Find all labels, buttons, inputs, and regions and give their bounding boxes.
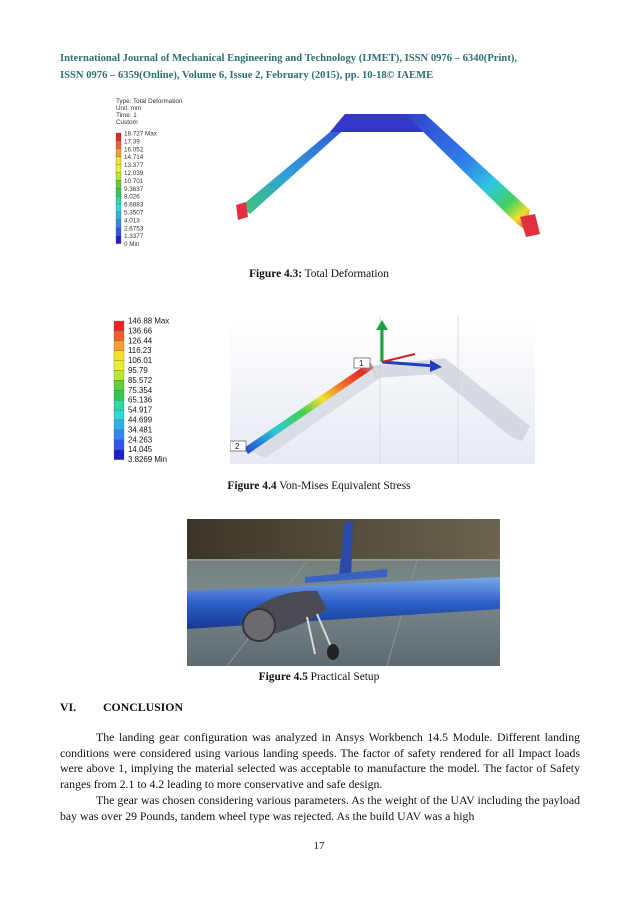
stress-legend-value-label: 85.572 (128, 375, 153, 385)
deformation-legend-value-label: 6.6883 (124, 201, 144, 209)
figure-4-3-label: Figure 4.3: (249, 268, 302, 280)
header-line-1: International Journal of Mechanical Engineering and Technology (IJMET), ISSN 0976 – 6340(Print), (60, 53, 518, 64)
section-number: VI. (60, 700, 77, 714)
deformation-legend-color-band (116, 204, 121, 212)
deformation-legend-color-band (116, 157, 121, 165)
stress-legend-color-band (114, 400, 124, 410)
deformation-right-arm (405, 114, 530, 230)
deformation-legend-value-label: 12.039 (124, 170, 144, 177)
stress-legend-value-label: 54.917 (128, 405, 153, 415)
deformation-legend-color-band (116, 236, 121, 244)
ghost-body (370, 358, 530, 441)
figure-4-4-text: Von-Mises Equivalent Stress (276, 480, 411, 492)
deformation-legend-color-band (116, 188, 121, 196)
deformation-legend-value-label: 16.052 (124, 146, 144, 154)
figure-4-5-label: Figure 4.5 (258, 671, 308, 683)
deformation-legend-value-label: 8.026 (124, 193, 140, 201)
stress-legend-color-band (114, 321, 124, 331)
paragraph-1-text: The landing gear configuration was analyzed in Ansys Workbench 14.5 Module. Different landing conditions were considered using various landing speeds. The factor of safety rendered for all Impact loads were above 1, implying the material selected was acceptable to manufacture the model. The factor of Safety ranges from 2.1 to 4.2 leading to more conservative and safe design. (60, 730, 580, 791)
stress-legend-color-band (114, 371, 124, 381)
deformation-legend-color-band (116, 220, 121, 228)
section-title: CONCLUSION (103, 700, 183, 714)
page-number: 17 (313, 840, 325, 852)
figure-4-5-caption (0, 671, 638, 683)
stress-legend-value-label: 136.66 (128, 326, 153, 336)
deformation-legend-value-label: 0 Min (124, 241, 140, 249)
von-mises-model (230, 316, 535, 464)
stress-legend-color-band (114, 351, 124, 361)
stress-legend-value-label: 65.136 (128, 395, 153, 405)
practical-setup-photo (187, 519, 500, 666)
stressed-strut (244, 362, 374, 454)
section-heading (60, 700, 183, 715)
figure-4-3-text: Total Deformation (302, 268, 389, 280)
left-foot (236, 202, 248, 220)
deformation-legend-value-label: 9.3637 (124, 185, 144, 193)
node-tag-2: 2 (235, 442, 240, 451)
stress-legend-color-band (114, 410, 124, 420)
axis-z (382, 354, 415, 362)
deformation-custom-label: Custom (116, 119, 138, 126)
node-tag-1: 1 (359, 359, 364, 368)
stress-legend-value-label: 75.354 (128, 385, 153, 395)
figure-4-4-legend (112, 316, 222, 466)
deformation-legend-value-label: 2.6753 (124, 225, 144, 233)
deformation-unit-label: Unit: mm (116, 105, 142, 112)
stress-legend-value-label: 34.481 (128, 425, 153, 435)
deformation-legend-color-band (116, 149, 121, 157)
stress-legend-value-label: 116.23 (128, 346, 152, 356)
paragraph-1 (60, 730, 580, 792)
deformation-legend-color-band (116, 133, 121, 141)
header-line-2: ISSN 0976 – 6359(Online), Volume 6, Issue 2, February (2015), pp. 10-18© IAEME (60, 70, 434, 81)
deformation-legend-value-label: 4.013 (124, 217, 140, 225)
stress-legend-color-band (114, 331, 124, 341)
figure-4-5-text: Practical Setup (307, 671, 380, 683)
deformation-legend-color-band (116, 173, 121, 181)
deformation-legend-color-band (116, 180, 121, 188)
stress-legend-color-band (114, 420, 124, 430)
total-deformation-model (230, 102, 550, 242)
figure-4-4-label: Figure 4.4 (227, 480, 277, 492)
paragraph-2 (60, 793, 580, 824)
figure-4-4-caption (0, 480, 638, 492)
figure-4-3-caption (0, 268, 638, 280)
paragraph-2-text: The gear was chosen considering various parameters. As the weight of the UAV including the payload bay was over 29 Pounds, tandem wheel type was rejected. As the build UAV was a high (60, 793, 580, 823)
stress-legend-value-label: 95.79 (128, 366, 148, 375)
stress-legend-color-band (114, 361, 124, 371)
stress-legend-value-label: 44.699 (128, 415, 153, 425)
deformation-legend-value-label: 5.3507 (124, 209, 144, 217)
stress-legend-value-label: 3.8269 Min (128, 455, 168, 465)
stress-legend-value-label: 126.44 (128, 336, 153, 346)
deformation-legend-value-label: 10.701 (124, 177, 144, 185)
stress-legend-value-label: 24.263 (128, 435, 153, 445)
stress-legend-color-band (114, 341, 124, 351)
deformation-legend-color-band (116, 212, 121, 220)
von-mises-viewport (230, 316, 535, 464)
practical-setup-illustration (187, 519, 500, 666)
deformation-legend-color-band (116, 228, 121, 236)
deformation-legend-color-band (116, 165, 121, 173)
axis-y-arrow (376, 320, 388, 330)
stress-legend-color-band (114, 380, 124, 390)
deformation-legend-value-label: 17.39 (124, 138, 140, 146)
right-foot (520, 214, 540, 237)
deformation-time-label: Time: 1 (116, 112, 137, 119)
stress-legend-color-band (114, 430, 124, 440)
deformation-legend-color-band (116, 141, 121, 149)
nose-motor (243, 609, 275, 641)
stress-legend-value-label: 14.045 (128, 445, 153, 455)
stress-legend-color-band (114, 390, 124, 400)
wheel (327, 644, 339, 660)
ghost-leg (250, 366, 380, 458)
stress-legend-value-label: 106.01 (128, 356, 153, 366)
stress-legend-value-label: 146.88 Max (128, 316, 170, 326)
journal-header (60, 50, 580, 84)
deformation-legend-value-label: 13.377 (124, 162, 144, 170)
deformation-type-label: Type: Total Deformation (116, 98, 183, 105)
deformation-legend-color-band (116, 196, 121, 204)
deformation-legend-value-label: 18.727 Max (124, 130, 157, 138)
stress-legend-color-band (114, 440, 124, 450)
deformation-legend-value-label: 1.3377 (124, 233, 144, 241)
stress-legend-color-band (114, 450, 124, 460)
deformation-legend-value-label: 14.714 (124, 154, 144, 162)
